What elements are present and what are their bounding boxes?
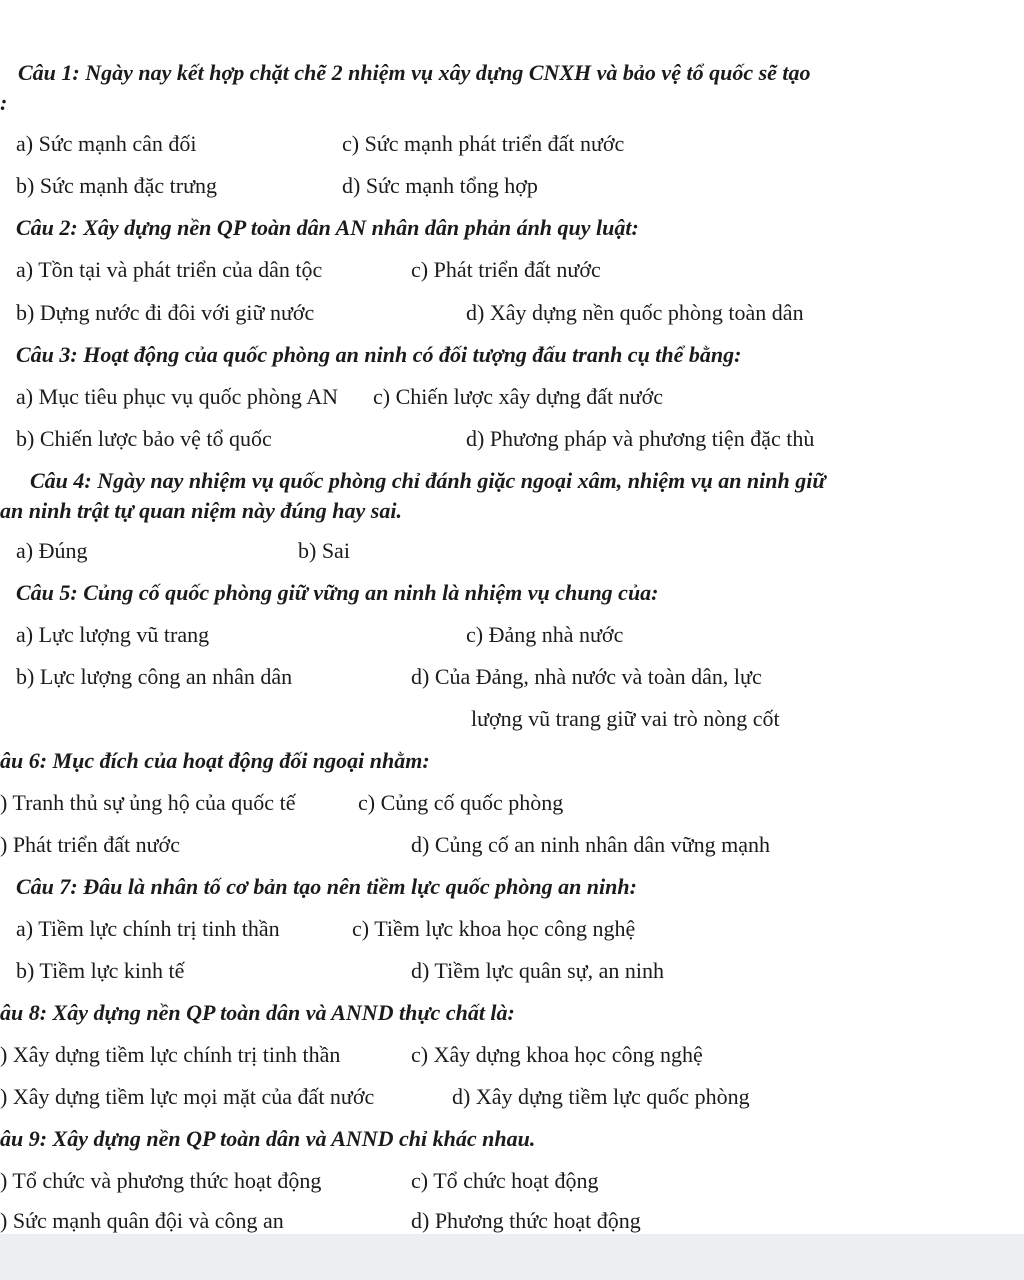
question-1-option-a: a) Sức mạnh cân đối [16,131,197,156]
question-5-option-a: a) Lực lượng vũ trang [16,622,210,647]
question-1-title-continuation: : [0,90,8,115]
question-9-option-b: ) Sức mạnh quân đội và công an [0,1208,284,1233]
question-3-option-b: b) Chiến lược bảo vệ tổ quốc [16,426,272,451]
question-6-option-d: d) Củng cố an ninh nhân dân vững mạnh [411,832,770,857]
question-7-title: Câu 7: Đâu là nhân tố cơ bản tạo nên tiềm lực quốc phòng an ninh: [16,874,637,899]
question-6-option-a: ) Tranh thủ sự ủng hộ của quốc tế [0,790,296,815]
viewer-bottom-band [0,1234,1024,1280]
question-3-option-a: a) Mục tiêu phục vụ quốc phòng AN [16,384,338,409]
question-1-title: Câu 1: Ngày nay kết hợp chặt chẽ 2 nhiệm vụ xây dựng CNXH và bảo vệ tổ quốc sẽ tạo [18,60,811,85]
question-2-title: Câu 2: Xây dựng nền QP toàn dân AN nhân dân phản ánh quy luật: [16,215,639,240]
question-1-option-b: b) Sức mạnh đặc trưng [16,173,218,198]
question-7-option-d: d) Tiềm lực quân sự, an ninh [411,958,665,983]
question-5-option-d: d) Của Đảng, nhà nước và toàn dân, lực [411,664,762,689]
question-7-option-a: a) Tiềm lực chính trị tinh thần [16,916,280,941]
question-5-option-b: b) Lực lượng công an nhân dân [16,664,293,689]
question-7-option-c: c) Tiềm lực khoa học công nghệ [352,916,636,941]
question-6-option-b: ) Phát triển đất nước [0,832,180,857]
question-5-option-c: c) Đảng nhà nước [466,622,624,647]
question-9-option-d: d) Phương thức hoạt động [411,1208,641,1233]
question-9-option-a: ) Tổ chức và phương thức hoạt động [0,1168,322,1193]
question-8-title: âu 8: Xây dựng nền QP toàn dân và ANND thực chất là: [0,1000,515,1025]
question-4-title-continuation: an ninh trật tự quan niệm này đúng hay sai. [0,498,402,523]
question-2-option-c: c) Phát triển đất nước [411,257,601,282]
question-2-option-a: a) Tồn tại và phát triển của dân tộc [16,257,323,282]
question-8-option-a: ) Xây dựng tiềm lực chính trị tinh thần [0,1042,341,1067]
question-7-option-b: b) Tiềm lực kinh tế [16,958,185,983]
question-2-option-b: b) Dựng nước đi đôi với giữ nước [16,300,315,325]
question-4-option-b: b) Sai [298,538,350,563]
question-8-option-c: c) Xây dựng khoa học công nghệ [411,1042,703,1067]
question-5-option-d-continuation: lượng vũ trang giữ vai trò nòng cốt [471,706,780,731]
question-1-option-d: d) Sức mạnh tổng hợp [342,173,538,198]
question-5-title: Câu 5: Củng cố quốc phòng giữ vững an ninh là nhiệm vụ chung của: [16,580,659,605]
question-3-option-c: c) Chiến lược xây dựng đất nước [373,384,663,409]
question-4-title: Câu 4: Ngày nay nhiệm vụ quốc phòng chỉ đánh giặc ngoại xâm, nhiệm vụ an ninh giữ [30,468,826,493]
question-8-option-b: ) Xây dựng tiềm lực mọi mặt của đất nước [0,1084,375,1109]
question-3-option-d: d) Phương pháp và phương tiện đặc thù [466,426,815,451]
question-3-title: Câu 3: Hoạt động của quốc phòng an ninh có đối tượng đấu tranh cụ thể bằng: [16,342,742,367]
question-1-option-c: c) Sức mạnh phát triển đất nước [342,131,625,156]
question-6-option-c: c) Củng cố quốc phòng [358,790,564,815]
question-2-option-d: d) Xây dựng nền quốc phòng toàn dân [466,300,804,325]
question-9-option-c: c) Tổ chức hoạt động [411,1168,599,1193]
question-6-title: âu 6: Mục đích của hoạt động đối ngoại nhằm: [0,748,430,773]
question-8-option-d: d) Xây dựng tiềm lực quốc phòng [452,1084,750,1109]
question-4-option-a: a) Đúng [16,538,88,563]
question-9-title: âu 9: Xây dựng nền QP toàn dân và ANND chỉ khác nhau. [0,1126,536,1151]
